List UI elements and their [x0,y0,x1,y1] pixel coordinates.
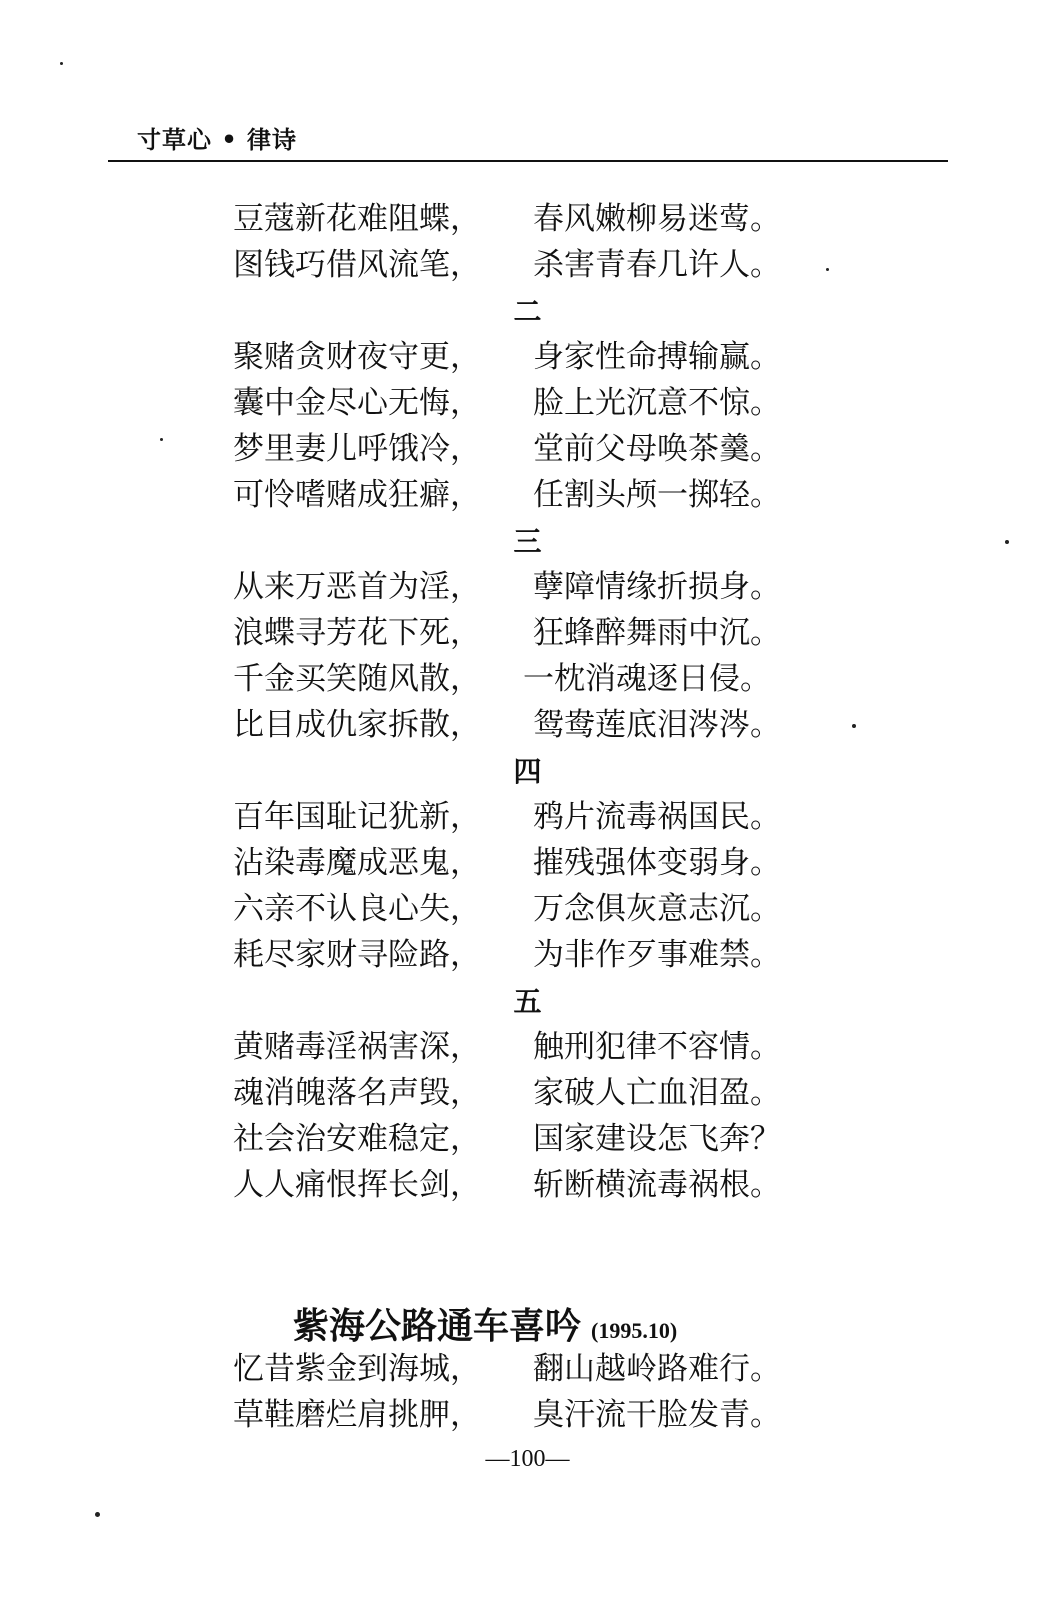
verse-first-half: 百年国耻记犹新， [233,799,481,835]
section-number: 四 [513,755,542,788]
verse-second-half: 孽障情缘折损身。 [533,569,781,605]
verse-second-half: 为非作歹事难禁。 [533,937,781,973]
verse-second-half: 臭汗流干脸发青。 [533,1397,781,1433]
verse-first-half: 聚赌贪财夜守更， [233,339,481,375]
verse-line [0,1162,1055,1208]
verse-line [0,1392,1055,1438]
verse-line [0,702,1055,748]
verse-second-half: 堂前父母唤茶羹。 [533,431,781,467]
poem-date: (1995.10) [591,1318,678,1343]
verse-line [0,656,1055,702]
verse-second-half: 鸦片流毒祸国民。 [533,799,781,835]
verse-line [0,334,1055,380]
verse-line [0,794,1055,840]
verse-first-half: 耗尽家财寻险路， [233,937,481,973]
verse-first-half: 豆蔻新花难阻蝶， [233,201,481,237]
poem-title-text: 紫海公路通车喜吟 [293,1306,582,1347]
verse-first-half: 沾染毒魔成恶鬼， [233,845,481,881]
verse-first-half: 魂消魄落名声毁， [233,1075,481,1111]
section-number: 五 [513,985,542,1018]
verse-first-half: 囊中金尽心无悔， [233,385,481,421]
verse-second-half: 身家性命搏输赢。 [533,339,781,375]
verse-second-half: 翻山越岭路难行。 [533,1351,781,1387]
verse-first-half: 比目成仇家拆散， [233,707,481,743]
verse-first-half: 从来万恶首为淫， [233,569,481,605]
verse-line [0,1070,1055,1116]
verse-second-half: 触刑犯律不容情。 [533,1029,781,1065]
verse-line [0,840,1055,886]
verse-line [0,196,1055,242]
verse-second-half: 春风嫩柳易迷莺。 [533,201,781,237]
verse-second-half: 杀害青春几许人。 [533,247,781,283]
poem-title [293,1298,677,1349]
section-number: 二 [513,295,542,328]
verse-first-half: 社会治安难稳定， [233,1121,481,1157]
section-number: 三 [513,525,542,558]
verse-first-half: 梦里妻儿呼饿冷， [233,431,481,467]
verse-first-half: 可怜嗜赌成狂癖， [233,477,481,513]
verse-line [0,564,1055,610]
verse-second-half: 一枕消魂逐日侵。 [523,661,771,697]
verse-first-half: 黄赌毒淫祸害深， [233,1029,481,1065]
verse-second-half: 家破人亡血泪盈。 [533,1075,781,1111]
verse-second-half: 国家建设怎飞奔？ [533,1121,781,1157]
running-header: 寸草心 • 律诗 [137,125,298,154]
page-number: —100— [485,1446,570,1472]
verse-line [0,1346,1055,1392]
verse-second-half: 斩断横流毒祸根。 [533,1167,781,1203]
verse-line [0,1024,1055,1070]
scan-speck [60,62,63,65]
verse-line [0,380,1055,426]
verse-line [0,426,1055,472]
verse-first-half: 忆昔紫金到海城， [233,1351,481,1387]
verse-line [0,472,1055,518]
verse-first-half: 六亲不认良心失， [233,891,481,927]
verse-line [0,1116,1055,1162]
verse-first-half: 浪蝶寻芳花下死， [233,615,481,651]
verse-first-half: 图钱巧借风流笔， [233,247,481,283]
verse-second-half: 任割头颅一掷轻。 [533,477,781,513]
verse-second-half: 鸳鸯莲底泪涔涔。 [533,707,781,743]
verse-line [0,932,1055,978]
verse-line [0,610,1055,656]
verse-second-half: 狂蜂醉舞雨中沉。 [533,615,781,651]
verse-first-half: 千金买笑随风散， [233,661,481,697]
scan-speck [95,1512,100,1517]
verse-first-half: 人人痛恨挥长剑， [233,1167,481,1203]
verse-second-half: 摧残强体变弱身。 [533,845,781,881]
verse-second-half: 万念俱灰意志沉。 [533,891,781,927]
verse-line [0,242,1055,288]
verse-line [0,886,1055,932]
verse-second-half: 脸上光沉意不惊。 [533,385,781,421]
header-rule [108,160,948,162]
verse-first-half: 草鞋磨烂肩挑胛， [233,1397,481,1433]
